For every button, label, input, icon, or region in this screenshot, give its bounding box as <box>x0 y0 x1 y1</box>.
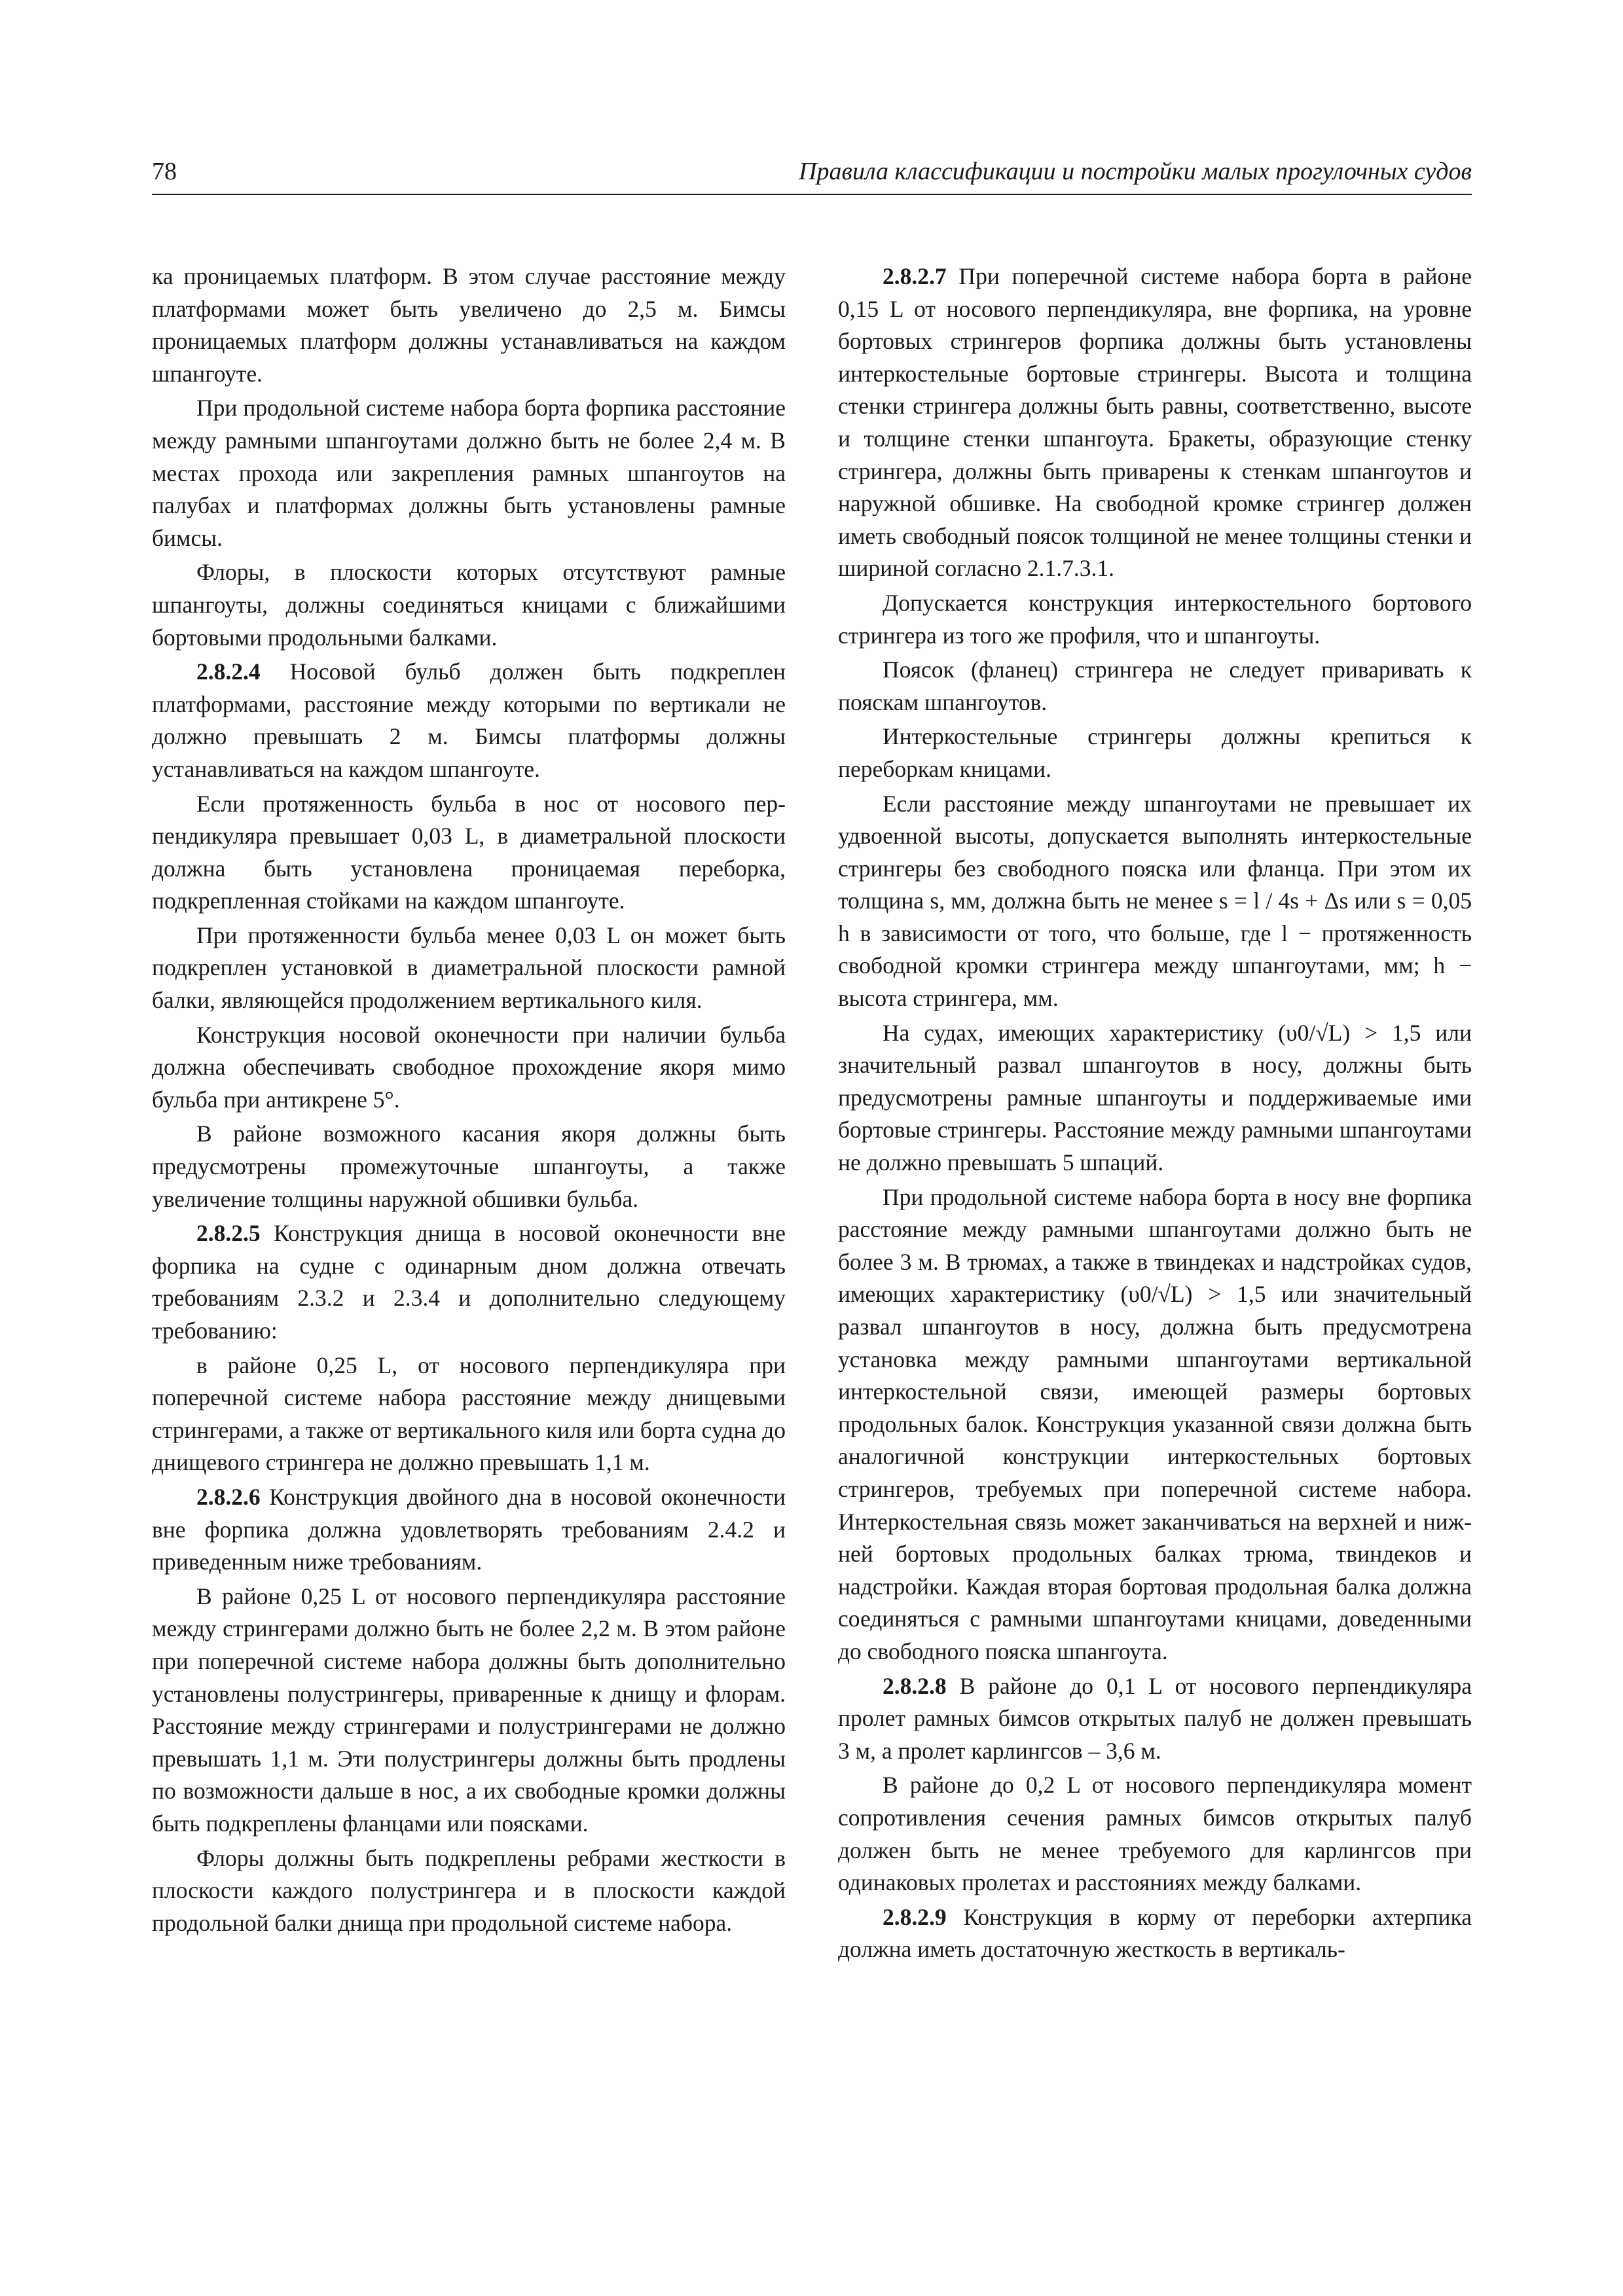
paragraph: Поясок (фланец) стрингера не следует приваривать к пояскам шпангоутов. <box>838 656 1472 715</box>
paragraph: 2.8.2.4 Носовой бульб должен быть подкреплен платформами, расстояние между которыми по вертикали не должно превышать 2 м. Бимсы платформы должны устанавливаться на каждом шпангоуте. <box>152 658 786 782</box>
paragraph: Если протяженность бульба в нос от носового перпендикуляра превышает 0,03 L, в диаметральной плоскости должна быть установлена проницаемая переборка, подкрепленная стойками на каждом шпангоуте. <box>152 790 786 914</box>
paragraph: При продольной системе набора борта в носу вне форпика расстояние между рамными шпангоутами должно быть не более 3 м. В трюмах, а также в твиндеках и надстройках судов, имеющих характеристику (υ0/√L) > 1,5 или значительный развал шпангоутов в носу, должна быть предусмотрена установка между рамными шпангоутами вертикальной интеркостельной связи, имеющей размеры бортовых продольных балок. Конструкция указанной связи должна быть аналогичной конструкции интеркостельных бортовых стрингеров, требуемых при поперечной системе набора. Интеркостельная связь может заканчиваться на верхней и нижней бортовых продольных балках трюма, твиндеков и надстройки. Каждая вторая бортовая продольная балка должна соединяться с рамными шпангоутами кницами, доведенными до свободного пояска шпангоута. <box>838 1183 1472 1664</box>
section-number: 2.8.2.5 <box>196 1220 261 1247</box>
paragraph: 2.8.2.7 При поперечной системе набора борта в районе 0,15 L от носового перпендикуляра, вне форпика, на уровне бортовых стрингеров форпика должны быть установлены интеркостельные бортовые стрингеры. Высота и толщина стенки стрингера должны быть равны, соответственно, высоте и толщине стенки шпангоута. Бракеты, образующие стенку стрингера, должны быть приварены к стенкам шпангоутов и наружной обшивке. На свободной кромке стрингер должен иметь свободный поясок толщиной не менее толщины стенки и шириной согласно 2.1.7.3.1. <box>838 263 1472 582</box>
paragraph: На судах, имеющих характеристику (υ0/√L) > 1,5 или значительный развал шпангоутов в носу, должны быть предусмотрены рамные шпангоуты и поддерживаемые ими бортовые стрингеры. Расстояние между рамными шпангоутами не должно превышать 5 шпаций. <box>838 1019 1472 1176</box>
paragraph: Если расстояние между шпангоутами не превышает их удвоенной высоты, допускается выполнять интеркостельные стрингеры без свободного пояска или фланца. При этом их толщина s, мм, должна быть не менее s = l / 4s + Δs или s = 0,05 h в зависимости от того, что больше, где l − протяженность свободной кромки стрингера между шпангоутами, мм; h − высота стрингера, мм. <box>838 790 1472 1012</box>
paragraph: в районе 0,25 L, от носового перпендикуляра при поперечной системе набора расстояние между днищевыми стрингерами, а также от вертикального киля или борта судна до днищевого стрингера не должно превышать 1,1 м. <box>152 1352 786 1476</box>
paragraph: 2.8.2.9 Конструкция в корму от переборки ахтерпика должна иметь достаточную жесткость в вертикаль- <box>838 1903 1472 1963</box>
paragraph: Допускается конструкция интеркостельного бортового стрингера из того же профиля, что и шпангоуты. <box>838 589 1472 649</box>
page-header <box>152 154 1472 188</box>
paragraph: Конструкция носовой оконечности при наличии бульба должна обеспечивать свободное прохождение якоря мимо бульба при антикрене 5°. <box>152 1021 786 1113</box>
paragraph: Интеркостельные стрингеры должны крепиться к переборкам кницами. <box>838 723 1472 782</box>
section-number: 2.8.2.9 <box>883 1903 947 1930</box>
paragraph: Флоры, в плоскости которых отсутствуют рамные шпангоуты, должны соединяться кницами с ближайшими бортовыми продольными балками. <box>152 559 786 651</box>
section-number: 2.8.2.7 <box>883 263 947 289</box>
paragraph: В районе 0,25 L от носового перпендикуляра расстояние между стрингерами должно быть не более 2,2 м. В этом районе при поперечной системе набора должны быть дополнительно установлены полустрингеры, приваренные к днищу и флорам. Расстояние между стрингерами и полустрингерами не должно превышать 1,1 м. Эти полустрингеры должны быть продлены по возможности дальше в нос, а их свободные кромки должны быть подкреплены фланцами или поясками. <box>152 1583 786 1837</box>
paragraph: При протяженности бульба менее 0,03 L он может быть подкреплен установкой в диаметральной плоскости рамной балки, являющейся продолжением вертикального киля. <box>152 922 786 1014</box>
paragraph: Флоры должны быть подкреплены ребрами жесткости в плоскости каждого полустрингера и в плоскости каждой продольной балки днища при продольной системе набора. <box>152 1844 786 1936</box>
running-title: Правила классификации и постройки малых прогулочных судов <box>799 158 1472 185</box>
left-column <box>152 260 786 1941</box>
right-column <box>838 260 1472 1968</box>
paragraph: 2.8.2.5 Конструкция днища в носовой оконечности вне форпика на судне с одинарным дном должна отвечать требованиям 2.3.2 и 2.3.4 и дополнительно следующему требованию: <box>152 1220 786 1344</box>
paragraph: В районе до 0,2 L от носового перпендикуляра момент сопротивления сечения рамных бимсов открытых палуб должен быть не менее требуемого для карлингсов при одинаковых пролетах и расстояниях между балками. <box>838 1772 1472 1896</box>
page-number: 78 <box>152 158 177 185</box>
paragraph: В районе возможного касания якоря должны быть предусмотрены промежуточные шпангоуты, а также увеличение толщины наружной обшивки бульба. <box>152 1121 786 1212</box>
paragraph: 2.8.2.6 Конструкция двойного дна в носовой оконечности вне форпика должна удовлетворять требованиям 2.4.2 и приведенным ниже требованиям. <box>152 1483 786 1575</box>
section-number: 2.8.2.8 <box>883 1672 947 1699</box>
paragraph: 2.8.2.8 В районе до 0,1 L от носового перпендикуляра пролет рамных бимсов открытых палуб не должен превышать 3 м, а пролет карлингсов – 3,6 м. <box>838 1672 1472 1764</box>
section-number: 2.8.2.4 <box>196 658 261 685</box>
header-rule <box>152 194 1472 195</box>
section-number: 2.8.2.6 <box>196 1483 261 1510</box>
paragraph: При продольной системе набора борта форпика расстояние между рамными шпангоутами должно быть не более 2,4 м. В местах прохода или закрепления рамных шпангоутов на палубах и платформах должны быть установлены рамные бимсы. <box>152 395 786 551</box>
paragraph: ка проницаемых платформ. В этом случае расстояние между платформами может быть увеличено до 2,5 м. Бимсы проницаемых платформ должны устанавливаться на каждом шпангоуте. <box>152 263 786 387</box>
